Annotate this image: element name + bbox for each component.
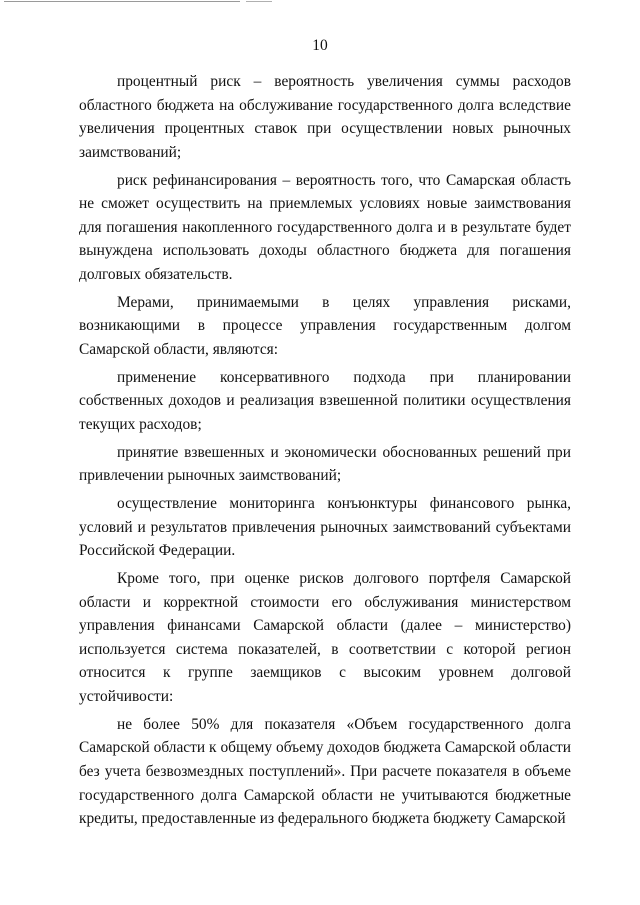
document-body	[79, 70, 571, 835]
scan-edge-line	[4, 1, 240, 2]
paragraph-debt-indicator: не более 50% для показателя «Объем государственного долга Самарской области к общему объему доходов бюджета Самарской области без учета безвозмездных поступлений». При расчете показателя в объеме государственного долга Самарской области не учитываются бюджетные кредиты, предоставленные из федерального бюджета бюджету Самарской	[79, 715, 571, 828]
paragraph-indicator-system: Кроме того, при оценке рисков долгового портфеля Самарской области и корректной стоимости его обслуживания министерством управления финансами Самарской области (далее – министерство) используется система показателей, в соответствии с которой регион относится к группе заемщиков с высоким уровнем долговой устойчивости:	[79, 570, 571, 705]
paragraph-refinancing-risk: риск рефинансирования – вероятность того, что Самарская область не сможет осуществить на приемлемых условиях новые заимствования для погашения накопленного государственного долга и в результате будет вынуждена использовать доходы областного бюджета для погашения долговых обязательств.	[79, 171, 571, 283]
paragraph-measure-decisions: принятие взвешенных и экономически обоснованных решений при привлечении рыночных заимствований;	[79, 443, 571, 485]
paragraph-measure-monitoring: осуществление мониторинга конъюнктуры финансового рынка, условий и результатов привлечения рыночных заимствований субъектами Российской Федерации.	[79, 495, 571, 560]
paragraph-measure-conservative: применение консервативного подхода при планировании собственных доходов и реализация взвешенной политики осуществления текущих расходов;	[79, 368, 571, 433]
paragraph-interest-risk: процентный риск – вероятность увеличения суммы расходов областного бюджета на обслуживание государственного долга вследствие увеличения процентных ставок при осуществлении новых рыночных заимствований;	[79, 73, 571, 161]
paragraph-risk-measures-intro: Мерами, принимаемыми в целях управления рисками, возникающими в процессе управления государственным долгом Самарской области, являются:	[79, 293, 571, 358]
scan-edge-line	[246, 1, 272, 2]
scan-edge-marks	[0, 0, 300, 4]
page-number: 10	[312, 37, 328, 54]
